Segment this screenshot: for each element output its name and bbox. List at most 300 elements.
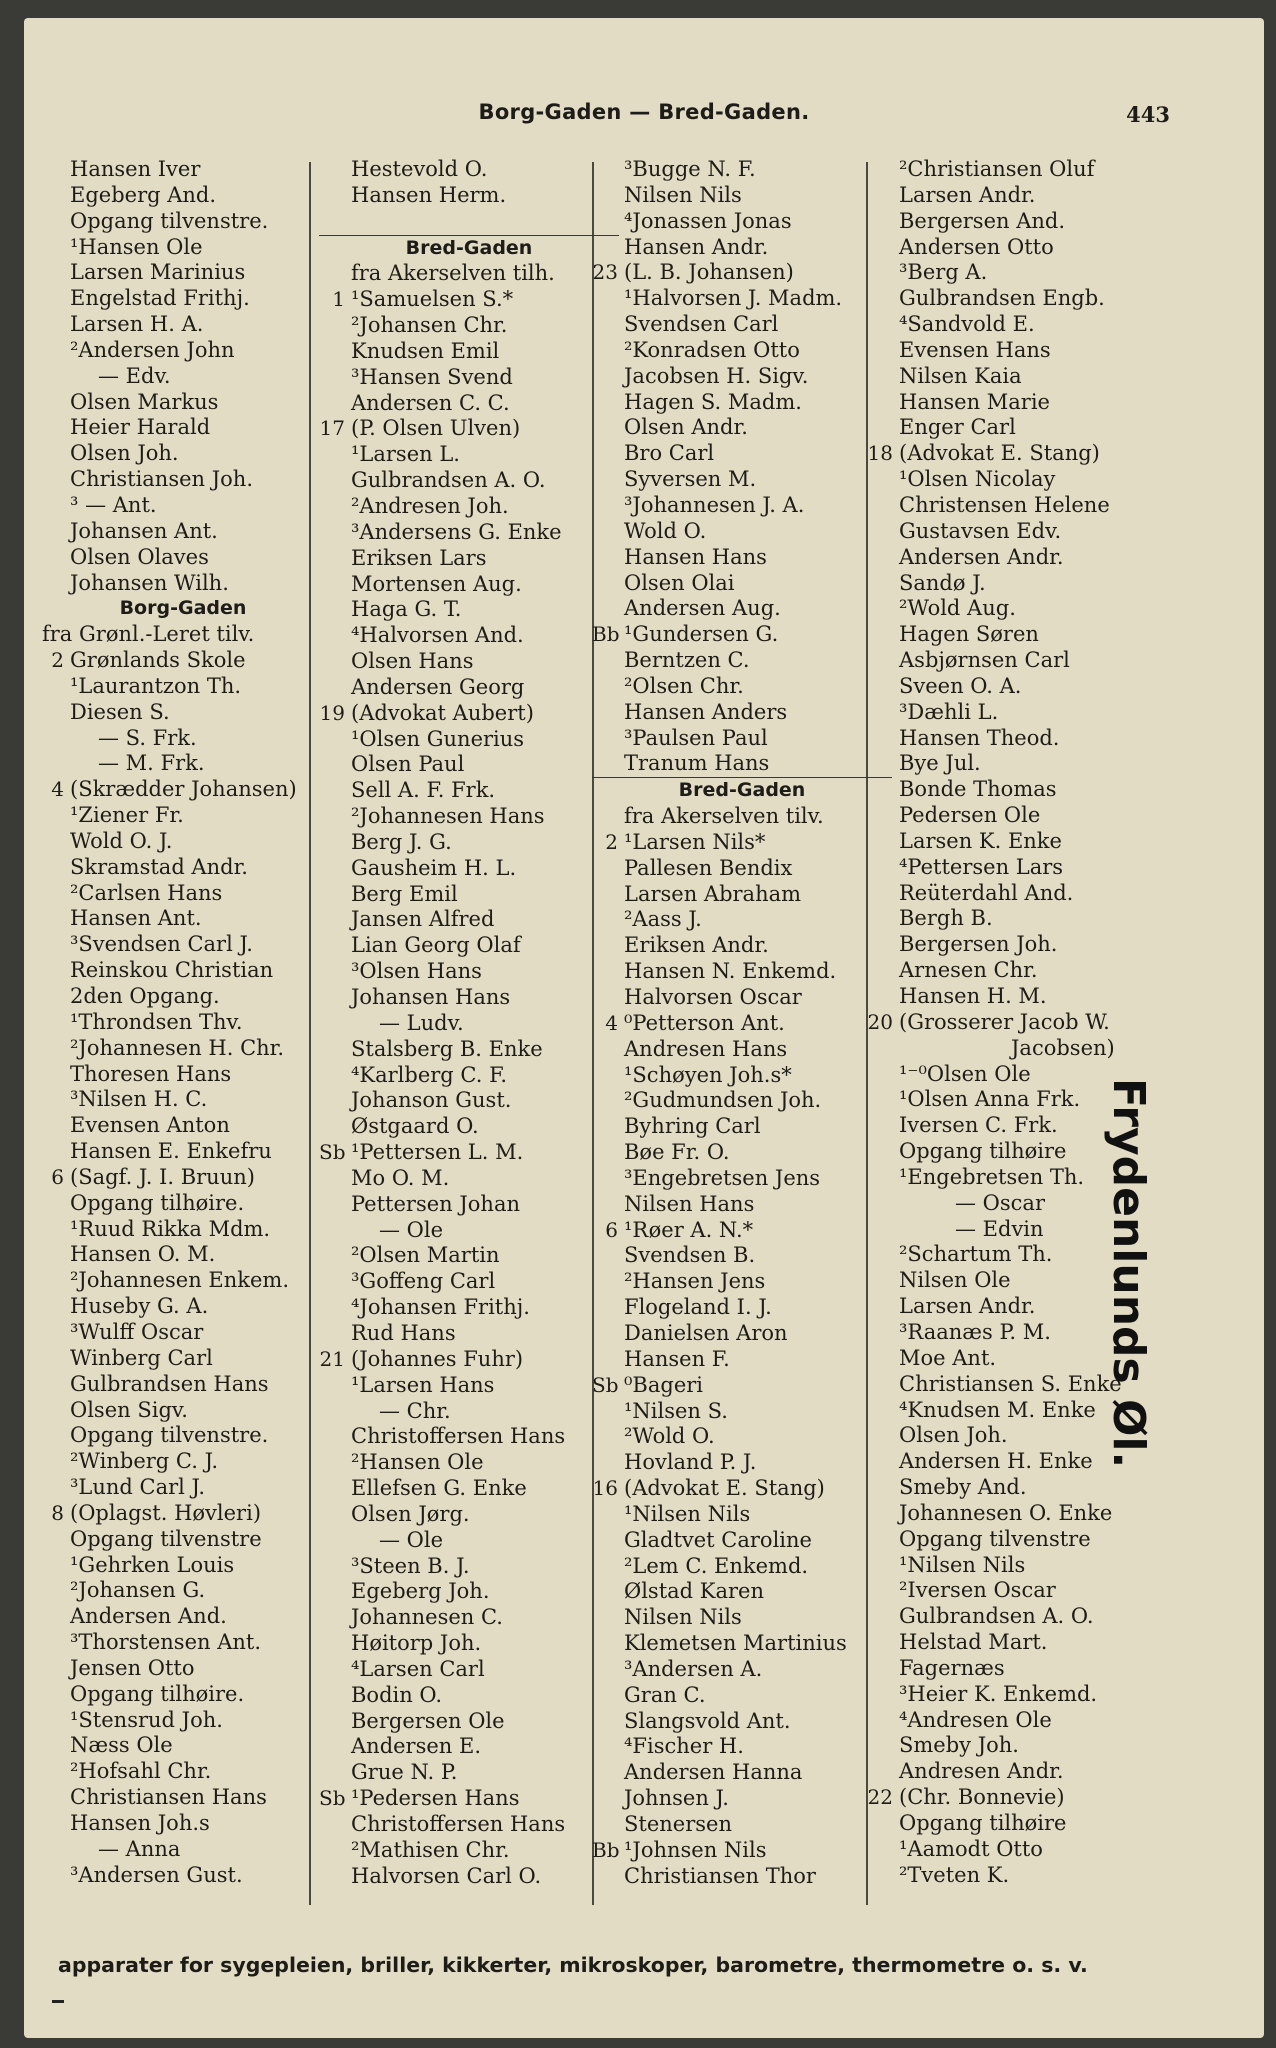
directory-entry	[592, 1114, 892, 1140]
resident-name: Gran C.	[624, 1682, 706, 1707]
resident-name: Hansen Herm.	[351, 182, 507, 207]
resident-name: Eriksen Lars	[351, 545, 487, 570]
resident-name: ²Johansen Chr.	[351, 313, 508, 338]
resident-name: Opgang tilvenstre	[70, 1526, 262, 1551]
directory-entry	[38, 1578, 328, 1604]
directory-entry	[867, 622, 1167, 648]
resident-name: Olsen Markus	[70, 389, 219, 414]
directory-entry	[867, 855, 1167, 881]
resident-name: ²Lem C. Enkemd.	[624, 1553, 809, 1578]
house-number: 20	[867, 1009, 893, 1034]
resident-name: ²Johannesen Hans	[351, 804, 545, 829]
resident-name: Huseby G. A.	[70, 1294, 209, 1319]
resident-name: Olsen Andr.	[624, 415, 748, 440]
directory-entry	[38, 338, 328, 364]
directory-entry	[592, 1373, 892, 1399]
street-name: Borg-Gaden	[119, 597, 247, 620]
resident-name: ²Carlsen Hans	[70, 880, 223, 905]
resident-name: — M. Frk.	[98, 751, 205, 776]
directory-entry	[38, 1682, 328, 1708]
resident-name: Jansen Alfred	[351, 907, 495, 932]
directory-entry	[592, 338, 892, 364]
directory-entry	[38, 1242, 328, 1268]
directory-entry	[38, 260, 328, 286]
directory-entry	[592, 1683, 892, 1709]
directory-entry	[592, 1476, 892, 1502]
column-2	[319, 157, 619, 1917]
directory-entry	[38, 777, 328, 803]
resident-name: Tranum Hans	[624, 751, 770, 776]
street-name: Bred-Gaden	[405, 236, 533, 259]
resident-name: Olsen Sigv.	[70, 1397, 188, 1422]
directory-entry	[592, 415, 892, 441]
resident-name: Asbjørnsen Carl	[899, 648, 1070, 673]
directory-entry	[38, 1811, 328, 1837]
directory-entry	[319, 1450, 619, 1476]
directory-entry	[319, 1579, 619, 1605]
resident-name: Sandø J.	[899, 570, 986, 595]
directory-entry	[38, 209, 328, 235]
directory-entry	[592, 882, 892, 908]
resident-name: fra Grønl.-Leret tilv.	[42, 622, 255, 647]
resident-name: Pettersen Johan	[351, 1191, 520, 1216]
directory-entry	[319, 727, 619, 753]
directory-entry	[38, 467, 328, 493]
directory-entry	[38, 1837, 328, 1863]
resident-name: Skramstad Andr.	[70, 854, 248, 879]
directory-entry	[38, 183, 328, 209]
page-number: 443	[1126, 102, 1170, 127]
resident-name: Høitorp Joh.	[351, 1631, 482, 1656]
resident-name: ⁴Sandvold E.	[899, 312, 1035, 337]
street-heading	[319, 235, 619, 262]
directory-entry	[319, 1140, 619, 1166]
directory-entry	[319, 1037, 619, 1063]
directory-entry	[319, 1476, 619, 1502]
resident-name: Andersen Andr.	[899, 544, 1064, 569]
resident-name: ¹Larsen Nils*	[624, 829, 766, 854]
directory-entry	[867, 1682, 1167, 1708]
resident-name: ²Andresen Joh.	[351, 493, 509, 518]
resident-name: ³Bugge N. F.	[624, 157, 756, 181]
directory-entry	[319, 804, 619, 830]
directory-entry	[592, 726, 892, 752]
resident-name: (Advokat E. Stang)	[624, 1476, 825, 1501]
resident-name: Gausheim H. L.	[351, 855, 517, 880]
directory-entry	[38, 803, 328, 829]
directory-entry	[38, 1036, 328, 1062]
resident-name: Larsen Andr.	[899, 1294, 1036, 1319]
directory-entry	[592, 467, 892, 493]
directory-entry	[319, 882, 619, 908]
directory-entry	[867, 777, 1167, 803]
column-3	[592, 157, 892, 1917]
resident-name: ²Hansen Jens	[624, 1269, 766, 1294]
directory-entry	[867, 1604, 1167, 1630]
resident-name: (L. B. Johansen)	[624, 260, 794, 285]
resident-name: Pallesen Bendix	[624, 855, 793, 880]
directory-entry	[319, 1088, 619, 1114]
directory-entry	[38, 1863, 328, 1889]
directory-entry	[319, 1218, 619, 1244]
directory-entry	[867, 441, 1167, 467]
resident-name: Sell A. F. Frk.	[351, 778, 496, 803]
directory-entry	[38, 312, 328, 338]
resident-name: Haga G. T.	[351, 597, 462, 622]
directory-page	[24, 18, 1264, 2038]
house-number: Sb	[592, 1372, 619, 1397]
resident-name: ³Berg A.	[899, 260, 988, 285]
directory-entry	[38, 1294, 328, 1320]
resident-name: ⁴Johansen Frithj.	[351, 1295, 530, 1320]
resident-name: Evensen Hans	[899, 337, 1051, 362]
resident-name: ³Raanæs P. M.	[899, 1319, 1051, 1344]
directory-entry	[592, 933, 892, 959]
house-number: 19	[319, 700, 345, 725]
directory-entry	[319, 1166, 619, 1192]
directory-entry	[592, 596, 892, 622]
house-number: 17	[319, 416, 345, 441]
resident-name: Hansen Joh.s	[70, 1811, 210, 1835]
directory-entry	[592, 985, 892, 1011]
resident-name: ³Nilsen H. C.	[70, 1087, 208, 1112]
directory-entry	[592, 235, 892, 261]
resident-name: ³Goffeng Carl	[351, 1269, 496, 1294]
directory-entry	[592, 157, 892, 183]
resident-name: ⁴Larsen Carl	[351, 1656, 485, 1681]
resident-name: ¹Throndsen Thv.	[70, 1009, 243, 1034]
resident-name: Egeberg And.	[70, 182, 217, 207]
directory-entry	[867, 1036, 1167, 1062]
resident-name: — Anna	[98, 1836, 181, 1861]
resident-name: Nilsen Nils	[624, 1605, 742, 1630]
directory-entry	[867, 674, 1167, 700]
resident-name: Pedersen Ole	[899, 803, 1041, 828]
directory-entry	[867, 467, 1167, 493]
resident-name: Grue N. P.	[351, 1760, 458, 1785]
directory-entry	[38, 545, 328, 571]
directory-entry	[319, 649, 619, 675]
directory-entry	[592, 1399, 892, 1425]
resident-name: Østgaard O.	[351, 1114, 479, 1139]
resident-name: Gulbrandsen A. O.	[899, 1604, 1094, 1629]
resident-name: Hansen F.	[624, 1346, 730, 1371]
column-4	[867, 157, 1167, 1917]
resident-name: Rud Hans	[351, 1320, 456, 1345]
resident-name: ⁴Knudsen M. Enke	[899, 1397, 1096, 1422]
resident-name: Smeby And.	[899, 1475, 1027, 1500]
directory-entry	[592, 1786, 892, 1812]
resident-name: Halvorsen Carl O.	[351, 1863, 542, 1888]
house-number: 23	[592, 260, 618, 285]
directory-entry	[38, 1191, 328, 1217]
resident-name: Byhring Carl	[624, 1114, 761, 1139]
resident-name: — Ole	[379, 1527, 444, 1552]
directory-entry	[38, 1165, 328, 1191]
resident-name: ³Wulff Oscar	[70, 1319, 204, 1344]
resident-name: Eriksen Andr.	[624, 933, 769, 958]
resident-name: Hansen Anders	[624, 699, 788, 724]
resident-name: ³Andersen Gust.	[70, 1862, 243, 1887]
resident-name: Opgang tilhøire.	[70, 1190, 245, 1215]
resident-name: (Advokat E. Stang)	[899, 441, 1100, 466]
resident-name: ⁴Karlberg C. F.	[351, 1062, 508, 1087]
directory-entry	[38, 932, 328, 958]
directory-entry	[38, 958, 328, 984]
resident-name: ¹Olsen Anna Frk.	[899, 1087, 1081, 1112]
house-number: Bb	[592, 1837, 620, 1862]
resident-name: Johansen Hans	[351, 985, 511, 1009]
directory-entry	[319, 675, 619, 701]
house-number: 6	[605, 1217, 618, 1242]
resident-name: ¹Halvorsen J. Madm.	[624, 286, 843, 311]
directory-entry	[867, 390, 1167, 416]
resident-name: Egeberg Joh.	[351, 1579, 490, 1604]
side-advertisement: Frydenlunds Øl.	[1103, 1078, 1154, 1469]
directory-entry	[592, 1657, 892, 1683]
directory-entry	[592, 390, 892, 416]
resident-name: Svendsen Carl	[624, 312, 779, 337]
resident-name: Reinskou Christian	[70, 958, 274, 983]
directory-entry	[38, 157, 328, 183]
directory-entry	[38, 1320, 328, 1346]
house-number: Bb	[592, 622, 620, 647]
resident-name: Heier Harald	[70, 415, 211, 440]
resident-name: (P. Olsen Ulven)	[351, 416, 521, 441]
resident-name: ⁴Pettersen Lars	[899, 854, 1064, 879]
resident-name: Bøe Fr. O.	[624, 1140, 730, 1165]
directory-entry	[38, 622, 328, 648]
resident-name: ²Aass J.	[624, 907, 702, 932]
directory-entry	[319, 1631, 619, 1657]
resident-name: ¹Pettersen L. M.	[351, 1140, 524, 1165]
directory-entry	[319, 1864, 619, 1890]
directory-entry	[38, 1217, 328, 1243]
resident-name: Ølstad Karen	[624, 1579, 764, 1604]
resident-name: ¹Samuelsen S.*	[351, 287, 514, 312]
house-number: 22	[867, 1785, 893, 1810]
resident-name: Hansen Ant.	[70, 906, 202, 931]
street-heading	[592, 777, 892, 804]
directory-entry	[319, 1838, 619, 1864]
directory-entry	[592, 1269, 892, 1295]
directory-entry	[319, 985, 619, 1011]
directory-entry	[38, 751, 328, 777]
resident-name: Jensen Otto	[70, 1655, 195, 1680]
directory-entry	[592, 700, 892, 726]
resident-name: Andresen Hans	[624, 1036, 788, 1061]
directory-entry	[867, 1501, 1167, 1527]
resident-name: Wold O. J.	[70, 828, 173, 853]
directory-entry	[867, 700, 1167, 726]
resident-name: ¹Gehrken Louis	[70, 1552, 235, 1577]
directory-entry	[319, 830, 619, 856]
resident-name: Larsen Marinius	[70, 260, 246, 285]
resident-name: Gulbrandsen Engb.	[899, 286, 1105, 311]
directory-entry	[38, 1553, 328, 1579]
directory-entry	[319, 287, 619, 313]
resident-name: Grønlands Skole	[70, 648, 246, 673]
directory-entry	[38, 519, 328, 545]
directory-entry	[867, 1785, 1167, 1811]
directory-entry	[592, 183, 892, 209]
resident-name: Olsen Hans	[351, 649, 474, 674]
resident-name: — S. Frk.	[98, 725, 197, 750]
resident-name: ¹Aamodt Otto	[899, 1836, 1043, 1861]
directory-entry	[592, 1631, 892, 1657]
footer-advertisement: apparater for sygepleien, briller, kikkerter, mikroskoper, barometre, thermometre o. s. v.	[58, 1953, 1088, 1977]
directory-entry	[867, 415, 1167, 441]
street-heading	[38, 596, 328, 622]
directory-entry	[867, 1475, 1167, 1501]
directory-entry	[592, 1605, 892, 1631]
resident-name: Thoresen Hans	[70, 1061, 232, 1086]
directory-entry	[592, 1088, 892, 1114]
resident-name: Olsen Joh.	[70, 441, 179, 466]
directory-entry	[867, 1708, 1167, 1734]
resident-name: Christiansen Hans	[70, 1785, 267, 1810]
resident-name: Andersen E.	[351, 1734, 482, 1759]
directory-entry	[592, 1760, 892, 1786]
directory-entry	[319, 157, 619, 183]
resident-name: Andersen H. Enke	[899, 1449, 1093, 1474]
directory-entry	[592, 1450, 892, 1476]
directory-entry	[319, 1812, 619, 1838]
directory-entry	[38, 1268, 328, 1294]
directory-entry	[592, 571, 892, 597]
resident-name: ¹Engebretsen Th.	[899, 1164, 1085, 1189]
directory-entry	[592, 1166, 892, 1192]
directory-entry	[38, 906, 328, 932]
resident-name: ⁴Andresen Ole	[899, 1707, 1052, 1732]
resident-name: Bergersen Joh.	[899, 932, 1058, 957]
directory-entry	[38, 441, 328, 467]
directory-entry	[592, 1838, 892, 1864]
house-number: 4	[51, 777, 64, 802]
resident-name: Johannesen O. Enke	[899, 1500, 1113, 1525]
directory-entry	[867, 157, 1167, 183]
directory-entry	[867, 1811, 1167, 1837]
directory-entry	[319, 546, 619, 572]
resident-name: Moe Ant.	[899, 1345, 997, 1370]
resident-name: 2den Opgang.	[70, 984, 220, 1008]
street-name: Bred-Gaden	[678, 779, 806, 802]
resident-name: Opgang tilvenstre	[899, 1526, 1091, 1551]
resident-name: Bonde Thomas	[899, 777, 1057, 802]
resident-name: Hestevold O.	[351, 157, 488, 181]
resident-name: ⁰Petterson Ant.	[624, 1010, 785, 1035]
resident-name: ³Andersen A.	[624, 1656, 763, 1681]
resident-name: Olsen Olaves	[70, 544, 209, 569]
resident-name: Andersen Hanna	[624, 1760, 803, 1785]
resident-name: ³Paulsen Paul	[624, 725, 768, 750]
resident-name: (Oplagst. Høvleri)	[70, 1500, 262, 1525]
directory-entry	[867, 1553, 1167, 1579]
directory-entry	[867, 1578, 1167, 1604]
directory-entry	[319, 1683, 619, 1709]
resident-name: ²Tveten K.	[899, 1862, 1010, 1887]
directory-entry	[592, 959, 892, 985]
directory-entry	[38, 1759, 328, 1785]
resident-name: Andersen Aug.	[624, 596, 781, 621]
directory-entry	[38, 881, 328, 907]
directory-entry	[592, 907, 892, 933]
directory-entry	[592, 1812, 892, 1838]
directory-entry	[319, 1399, 619, 1425]
resident-name: ⁴Halvorsen And.	[351, 623, 524, 648]
resident-name: ¹Nilsen Nils	[624, 1501, 751, 1526]
resident-name: ²Winberg C. J.	[70, 1449, 219, 1474]
resident-name: ¹Gundersen G.	[624, 622, 779, 647]
directory-entry	[38, 1139, 328, 1165]
resident-name: — Ludv.	[379, 1010, 464, 1035]
directory-entry	[38, 674, 328, 700]
resident-name: (Grosserer Jacob W.	[899, 1009, 1110, 1034]
directory-entry	[867, 1527, 1167, 1553]
resident-name: Berg Emil	[351, 881, 458, 906]
resident-name: Opgang tilhøire	[899, 1811, 1067, 1835]
directory-entry	[867, 209, 1167, 235]
directory-entry	[319, 597, 619, 623]
directory-entry	[592, 286, 892, 312]
resident-name: ³Lund Carl J.	[70, 1475, 206, 1500]
directory-entry	[592, 1734, 892, 1760]
resident-name: ²Gudmundsen Joh.	[624, 1088, 822, 1113]
directory-entry	[38, 364, 328, 390]
resident-name: Svendsen B.	[624, 1243, 756, 1268]
resident-name: — Chr.	[379, 1398, 451, 1423]
directory-entry	[38, 493, 328, 519]
directory-entry	[592, 1528, 892, 1554]
directory-entry	[319, 391, 619, 417]
directory-entry	[319, 1734, 619, 1760]
directory-entry	[592, 209, 892, 235]
resident-name: Lian Georg Olaf	[351, 933, 521, 958]
resident-name: ²Johansen G.	[70, 1578, 206, 1603]
directory-entry	[38, 1656, 328, 1682]
directory-entry	[867, 906, 1167, 932]
resident-name: (Advokat Aubert)	[351, 700, 534, 725]
directory-entry	[38, 1708, 328, 1734]
directory-entry	[319, 442, 619, 468]
directory-entry	[38, 415, 328, 441]
directory-entry	[319, 1657, 619, 1683]
resident-name: Andersen And.	[70, 1604, 227, 1629]
resident-name: ¹Larsen Hans	[351, 1372, 495, 1397]
house-number: Sb	[319, 1786, 346, 1811]
resident-name: Jacobsen)	[1011, 1035, 1115, 1060]
resident-name: Christiansen S. Enke	[899, 1371, 1122, 1396]
directory-entry	[319, 572, 619, 598]
house-number: 6	[51, 1164, 64, 1189]
resident-name: ¹Nilsen Nils	[899, 1552, 1026, 1577]
directory-entry	[592, 830, 892, 856]
resident-name: ¹Ziener Fr.	[70, 803, 184, 828]
directory-entry	[319, 1760, 619, 1786]
resident-name: ⁰Bageri	[624, 1372, 703, 1397]
directory-entry	[319, 183, 619, 209]
directory-entry	[319, 1605, 619, 1631]
resident-name: Christiansen Thor	[624, 1863, 816, 1888]
resident-name: Christensen Helene	[899, 492, 1110, 517]
resident-name: ¹⁻⁰Olsen Ole	[899, 1061, 1031, 1086]
directory-entry	[319, 1192, 619, 1218]
directory-entry	[319, 261, 619, 287]
directory-entry	[592, 1218, 892, 1244]
directory-entry	[592, 751, 892, 777]
directory-entry	[867, 286, 1167, 312]
house-number: 18	[867, 441, 893, 466]
